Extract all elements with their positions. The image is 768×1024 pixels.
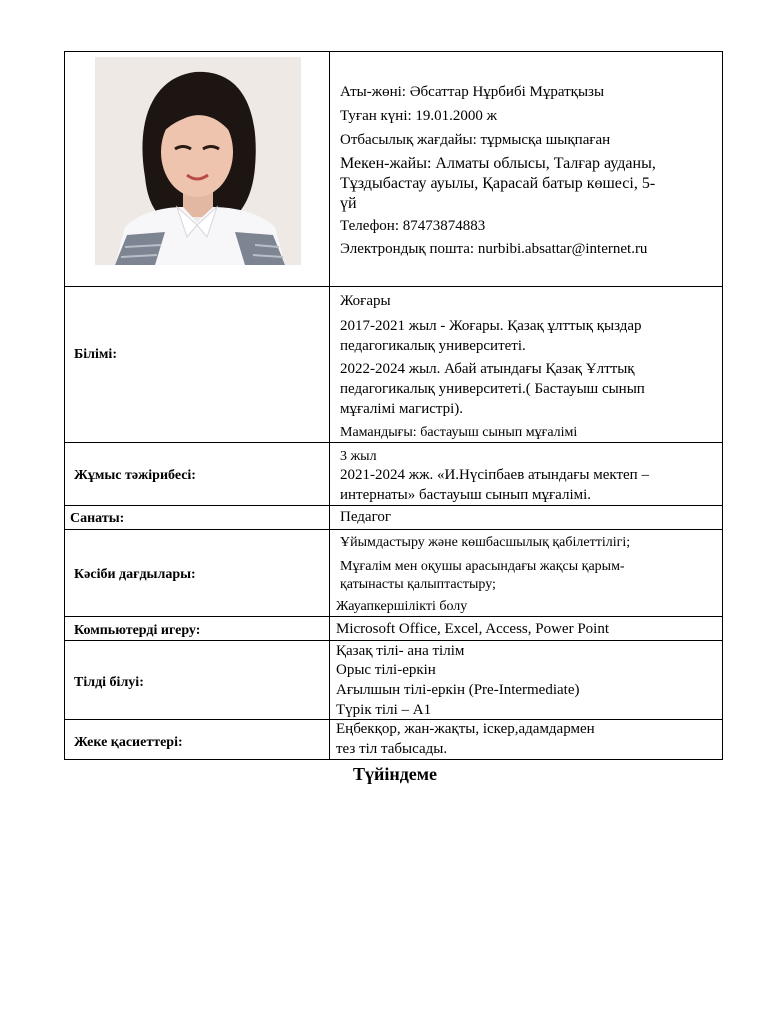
row-divider: [64, 442, 723, 443]
birth-date: Туған күні: 19.01.2000 ж: [340, 108, 498, 124]
experience-label: Жұмыс тәжірибесі:: [74, 468, 196, 483]
education-line: 2022-2024 жыл. Абай атындағы Қазақ Ұлттық: [340, 361, 635, 377]
language-item: Түрік тілі – A1: [336, 702, 432, 718]
education-line: педагогикалық университеті.( Бастауыш сынып: [340, 381, 645, 397]
language-item: Қазақ тілі- ана тілім: [336, 643, 465, 659]
table-border-left: [64, 51, 65, 760]
row-divider: [64, 505, 723, 506]
table-border-bottom: [64, 759, 723, 760]
quality-line: тез тіл табысады.: [336, 741, 448, 757]
skill-item: Ұйымдастыру және көшбасшылық қабілеттілігі;: [340, 535, 631, 550]
qualities-label: Жеке қасиеттері:: [74, 735, 183, 750]
education-label: Білімі:: [74, 347, 117, 362]
category-value: Педагог: [340, 509, 392, 525]
email-address: Электрондық пошта: nurbibi.absattar@internet.ru: [340, 241, 648, 257]
education-line: Жоғары: [340, 293, 391, 309]
column-divider: [329, 51, 330, 760]
computer-label: Компьютерді игеру:: [74, 623, 201, 638]
row-divider: [64, 640, 723, 641]
category-label: Санаты:: [70, 511, 125, 526]
address-line: Тұздыбастау ауылы, Қарасай батыр көшесі, 5-: [340, 175, 656, 192]
table-border-right: [722, 51, 723, 760]
language-item: Орыс тілі-еркін: [336, 662, 436, 678]
language-item: Ағылшын тілі-еркін (Pre-Intermediate): [336, 682, 580, 698]
skills-label: Кәсіби дағдылары:: [74, 567, 196, 582]
skill-item: қатынасты қалыптастыру;: [340, 577, 496, 592]
experience-years: 3 жыл: [340, 449, 377, 464]
education-line: мұғалімі магистрі).: [340, 401, 464, 417]
row-divider: [64, 529, 723, 530]
skill-item: Мұғалім мен оқушы арасындағы жақсы қарым-: [340, 559, 625, 574]
table-border-top: [64, 51, 723, 52]
experience-line: 2021-2024 жж. «И.Нүсіпбаев атындағы мектеп –: [340, 467, 649, 483]
profile-photo: [95, 57, 301, 265]
phone-number: Телефон: 87473874883: [340, 218, 486, 234]
education-line: 2017-2021 жыл - Жоғары. Қазақ ұлттық қыздар: [340, 318, 642, 334]
skill-item: Жауапкершілікті болу: [336, 599, 468, 614]
full-name: Аты-жөні: Әбсаттар Нұрбибі Мұратқызы: [340, 84, 605, 100]
marital-status: Отбасылық жағдайы: тұрмысқа шықпаған: [340, 132, 611, 148]
languages-label: Тілді білуі:: [74, 675, 144, 690]
computer-value: Microsoft Office, Excel, Access, Power Point: [336, 621, 609, 637]
address-line: Мекен-жайы: Алматы облысы, Талғар ауданы,: [340, 155, 656, 172]
address-line: үй: [340, 195, 357, 212]
specialty: Мамандығы: бастауыш сынып мұғалімі: [340, 425, 578, 440]
resume-title: Түйіндеме: [352, 764, 438, 784]
education-line: педагогикалық университеті.: [340, 338, 526, 354]
resume-table: [64, 51, 723, 760]
quality-line: Еңбекқор, жан-жақты, іскер,адамдармен: [336, 721, 595, 737]
row-divider: [64, 286, 723, 287]
experience-line: интернаты» бастауыш сынып мұғалімі.: [340, 487, 592, 503]
row-divider: [64, 616, 723, 617]
